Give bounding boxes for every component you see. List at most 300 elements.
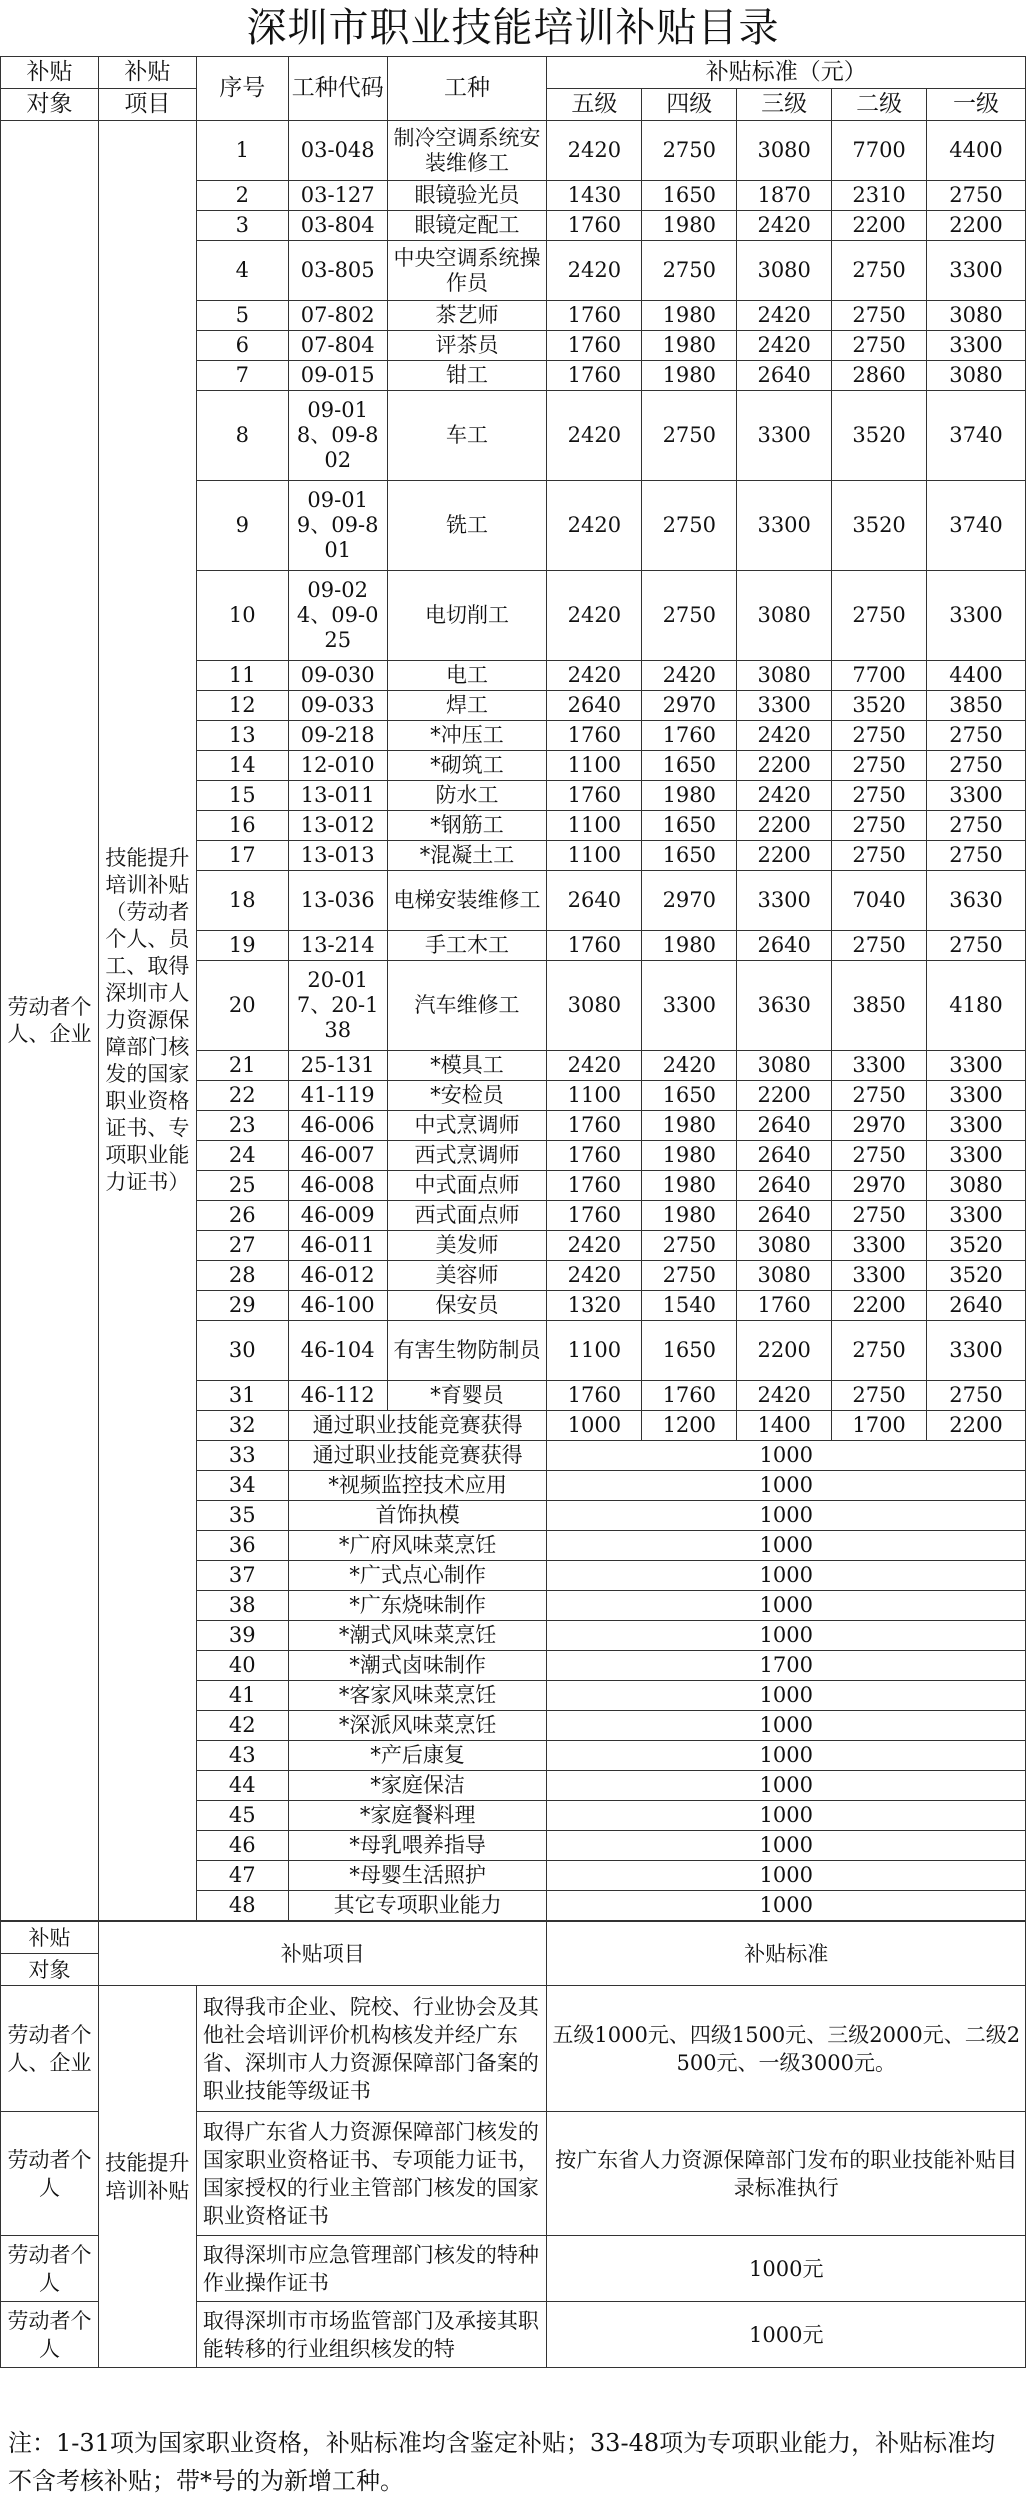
row-amount-l3: 1400 bbox=[737, 1411, 832, 1441]
row-amount-l4: 1980 bbox=[642, 1201, 737, 1231]
sec-item-cell: 取得广东省人力资源保障部门核发的国家职业资格证书、专项能力证书，国家授权的行业主管部门核发的国家职业资格证书 bbox=[196, 2112, 547, 2236]
row-amount-l2: 2200 bbox=[832, 211, 927, 241]
row-amount-l2: 7700 bbox=[832, 661, 927, 691]
row-amount: 1000 bbox=[547, 1741, 1026, 1771]
row-job: *广东烧味制作 bbox=[288, 1591, 547, 1621]
footnote: 注：1-31项为国家职业资格，补贴标准均含鉴定补贴；33-48项为专项职业能力，补贴标准均不含考核补贴；带*号的为新增工种。 bbox=[8, 2429, 996, 2495]
row-amount-l1: 3300 bbox=[927, 331, 1026, 361]
row-amount-l3: 1870 bbox=[737, 181, 832, 211]
row-job: 钳工 bbox=[387, 361, 547, 391]
row-amount-l2: 2970 bbox=[832, 1171, 927, 1201]
row-amount-l4: 2420 bbox=[642, 1051, 737, 1081]
row-amount-l3: 1760 bbox=[737, 1291, 832, 1321]
row-amount-l5: 1760 bbox=[547, 331, 642, 361]
row-amount-l2: 2750 bbox=[832, 1081, 927, 1111]
row-code: 03-805 bbox=[288, 241, 387, 301]
row-amount-l1: 3850 bbox=[927, 691, 1026, 721]
header-level-3: 三级 bbox=[737, 89, 832, 121]
row-amount-l4: 1540 bbox=[642, 1291, 737, 1321]
row-amount-l4: 1980 bbox=[642, 781, 737, 811]
row-amount-l5: 1760 bbox=[547, 1171, 642, 1201]
row-amount-l1: 2750 bbox=[927, 841, 1026, 871]
row-amount: 1000 bbox=[547, 1681, 1026, 1711]
row-amount-l5: 1760 bbox=[547, 781, 642, 811]
row-amount-l1: 3300 bbox=[927, 1081, 1026, 1111]
row-job: 电工 bbox=[387, 661, 547, 691]
header-job: 工种 bbox=[387, 57, 547, 121]
row-amount-l5: 2420 bbox=[547, 1051, 642, 1081]
header-no: 序号 bbox=[196, 57, 288, 121]
row-code: 46-012 bbox=[288, 1261, 387, 1291]
row-amount-l2: 2750 bbox=[832, 781, 927, 811]
row-amount-l1: 2200 bbox=[927, 1411, 1026, 1441]
row-job: 中式烹调师 bbox=[387, 1111, 547, 1141]
row-code: 13-214 bbox=[288, 931, 387, 961]
row-amount-l1: 3630 bbox=[927, 871, 1026, 931]
row-job: 眼镜验光员 bbox=[387, 181, 547, 211]
row-code: 46-011 bbox=[288, 1231, 387, 1261]
row-amount-l5: 1320 bbox=[547, 1291, 642, 1321]
row-amount-l4: 3300 bbox=[642, 961, 737, 1051]
row-amount-l1: 4180 bbox=[927, 961, 1026, 1051]
row-job: *广式点心制作 bbox=[288, 1561, 547, 1591]
row-job: 防水工 bbox=[387, 781, 547, 811]
row-amount-l4: 2750 bbox=[642, 121, 737, 181]
row-amount-l2: 2750 bbox=[832, 241, 927, 301]
row-amount-l4: 2970 bbox=[642, 691, 737, 721]
row-no: 30 bbox=[196, 1321, 288, 1381]
row-code: 46-007 bbox=[288, 1141, 387, 1171]
row-no: 10 bbox=[196, 571, 288, 661]
row-amount-l1: 2750 bbox=[927, 1381, 1026, 1411]
row-amount-l4: 1980 bbox=[642, 211, 737, 241]
row-amount-l1: 3300 bbox=[927, 571, 1026, 661]
row-amount-l2: 2750 bbox=[832, 841, 927, 871]
row-amount-l3: 2200 bbox=[737, 811, 832, 841]
row-amount-l4: 2750 bbox=[642, 1231, 737, 1261]
row-amount-l3: 3080 bbox=[737, 1231, 832, 1261]
header-code: 工种代码 bbox=[288, 57, 387, 121]
row-amount-l3: 3080 bbox=[737, 1051, 832, 1081]
row-amount-l3: 2200 bbox=[737, 1321, 832, 1381]
row-amount-l4: 2750 bbox=[642, 391, 737, 481]
row-amount-l3: 3080 bbox=[737, 1261, 832, 1291]
row-code: 46-006 bbox=[288, 1111, 387, 1141]
row-no: 38 bbox=[196, 1591, 288, 1621]
row-amount-l2: 2750 bbox=[832, 571, 927, 661]
sec-standard-cell: 五级1000元、四级1500元、三级2000元、二级2500元、一级3000元。 bbox=[547, 1986, 1026, 2112]
row-amount-l4: 1650 bbox=[642, 181, 737, 211]
row-job: *潮式风味菜烹饪 bbox=[288, 1621, 547, 1651]
row-no: 3 bbox=[196, 211, 288, 241]
row-amount-l4: 1980 bbox=[642, 1141, 737, 1171]
row-job: 美发师 bbox=[387, 1231, 547, 1261]
row-amount-l2: 2750 bbox=[832, 1321, 927, 1381]
page-title: 深圳市职业技能培训补贴目录 bbox=[246, 5, 780, 51]
row-amount-l4: 1980 bbox=[642, 361, 737, 391]
row-code: 46-009 bbox=[288, 1201, 387, 1231]
row-amount-l1: 4400 bbox=[927, 121, 1026, 181]
row-code: 09-015 bbox=[288, 361, 387, 391]
row-code: 46-104 bbox=[288, 1321, 387, 1381]
row-amount-l2: 2750 bbox=[832, 751, 927, 781]
row-amount-l1: 3300 bbox=[927, 781, 1026, 811]
row-code: 20-017、20-138 bbox=[288, 961, 387, 1051]
sec-target-cell: 劳动者个人 bbox=[1, 2302, 99, 2368]
row-job: *母乳喂养指导 bbox=[288, 1831, 547, 1861]
row-no: 17 bbox=[196, 841, 288, 871]
row-job: 保安员 bbox=[387, 1291, 547, 1321]
row-amount-l3: 3080 bbox=[737, 241, 832, 301]
header-project-top: 补贴 bbox=[98, 57, 196, 89]
row-no: 21 bbox=[196, 1051, 288, 1081]
header-standard: 补贴标准（元） bbox=[547, 57, 1026, 89]
row-amount-l4: 2750 bbox=[642, 1261, 737, 1291]
row-amount-l5: 2420 bbox=[547, 571, 642, 661]
sec-header-target-top: 补贴 bbox=[1, 1922, 99, 1954]
row-amount-l1: 2750 bbox=[927, 181, 1026, 211]
row-job: *育婴员 bbox=[387, 1381, 547, 1411]
row-amount-l1: 3740 bbox=[927, 391, 1026, 481]
row-no: 12 bbox=[196, 691, 288, 721]
row-amount: 1000 bbox=[547, 1471, 1026, 1501]
row-amount-l5: 1760 bbox=[547, 1111, 642, 1141]
row-amount-l2: 2310 bbox=[832, 181, 927, 211]
row-job: *广府风味菜烹饪 bbox=[288, 1531, 547, 1561]
row-amount: 1700 bbox=[547, 1651, 1026, 1681]
row-amount-l1: 2750 bbox=[927, 811, 1026, 841]
row-amount-l2: 2750 bbox=[832, 721, 927, 751]
row-no: 45 bbox=[196, 1801, 288, 1831]
row-amount-l2: 7040 bbox=[832, 871, 927, 931]
row-job: *冲压工 bbox=[387, 721, 547, 751]
row-amount-l5: 2420 bbox=[547, 241, 642, 301]
row-amount-l1: 4400 bbox=[927, 661, 1026, 691]
row-amount-l1: 2640 bbox=[927, 1291, 1026, 1321]
subsidy-table bbox=[0, 56, 1026, 1921]
table-row bbox=[1, 121, 1026, 181]
row-amount-l5: 2420 bbox=[547, 481, 642, 571]
row-no: 35 bbox=[196, 1501, 288, 1531]
row-no: 14 bbox=[196, 751, 288, 781]
row-amount-l2: 2750 bbox=[832, 331, 927, 361]
sec-item-cell: 取得深圳市应急管理部门核发的特种作业操作证书 bbox=[196, 2236, 547, 2302]
row-job: *客家风味菜烹饪 bbox=[288, 1681, 547, 1711]
target-cell: 劳动者个人、企业 bbox=[1, 121, 99, 1921]
row-no: 34 bbox=[196, 1471, 288, 1501]
row-amount-l3: 3080 bbox=[737, 121, 832, 181]
row-job: *家庭餐料理 bbox=[288, 1801, 547, 1831]
row-amount-l3: 3300 bbox=[737, 481, 832, 571]
certificate-subsidy-table bbox=[0, 1921, 1026, 2368]
row-amount-l3: 2420 bbox=[737, 331, 832, 361]
row-no: 40 bbox=[196, 1651, 288, 1681]
row-amount-l2: 1700 bbox=[832, 1411, 927, 1441]
row-amount-l3: 2640 bbox=[737, 1111, 832, 1141]
row-job: 电梯安装维修工 bbox=[387, 871, 547, 931]
row-amount-l3: 2200 bbox=[737, 841, 832, 871]
row-amount-l2: 2750 bbox=[832, 1141, 927, 1171]
row-job: 其它专项职业能力 bbox=[288, 1891, 547, 1921]
row-amount-l5: 2420 bbox=[547, 1261, 642, 1291]
row-code: 07-804 bbox=[288, 331, 387, 361]
row-amount-l4: 1650 bbox=[642, 1321, 737, 1381]
row-no: 26 bbox=[196, 1201, 288, 1231]
row-no: 47 bbox=[196, 1861, 288, 1891]
row-amount-l3: 3300 bbox=[737, 871, 832, 931]
row-no: 2 bbox=[196, 181, 288, 211]
row-amount-l2: 3850 bbox=[832, 961, 927, 1051]
row-amount-l4: 1980 bbox=[642, 301, 737, 331]
row-amount-l2: 3300 bbox=[832, 1261, 927, 1291]
row-amount-l4: 1760 bbox=[642, 721, 737, 751]
row-amount-l4: 1650 bbox=[642, 811, 737, 841]
row-amount-l1: 3300 bbox=[927, 241, 1026, 301]
row-no: 44 bbox=[196, 1771, 288, 1801]
row-amount: 1000 bbox=[547, 1591, 1026, 1621]
row-amount-l1: 3300 bbox=[927, 1201, 1026, 1231]
row-code: 07-802 bbox=[288, 301, 387, 331]
row-code: 09-024、09-025 bbox=[288, 571, 387, 661]
header-target-bottom: 对象 bbox=[1, 89, 99, 121]
row-amount-l4: 1760 bbox=[642, 1381, 737, 1411]
row-no: 28 bbox=[196, 1261, 288, 1291]
row-amount-l2: 2200 bbox=[832, 1291, 927, 1321]
row-no: 18 bbox=[196, 871, 288, 931]
row-job: 评茶员 bbox=[387, 331, 547, 361]
header-level-2: 二级 bbox=[832, 89, 927, 121]
row-amount-l2: 2860 bbox=[832, 361, 927, 391]
row-amount: 1000 bbox=[547, 1891, 1026, 1921]
main-table-wrap bbox=[0, 56, 1026, 1921]
row-amount-l3: 2200 bbox=[737, 751, 832, 781]
row-amount-l5: 1100 bbox=[547, 1081, 642, 1111]
row-amount: 1000 bbox=[547, 1621, 1026, 1651]
row-amount-l5: 1100 bbox=[547, 1321, 642, 1381]
row-code: 03-048 bbox=[288, 121, 387, 181]
row-job: *混凝土工 bbox=[387, 841, 547, 871]
row-no: 16 bbox=[196, 811, 288, 841]
row-no: 36 bbox=[196, 1531, 288, 1561]
row-amount-l4: 2750 bbox=[642, 571, 737, 661]
row-amount: 1000 bbox=[547, 1441, 1026, 1471]
row-job: *家庭保洁 bbox=[288, 1771, 547, 1801]
row-no: 22 bbox=[196, 1081, 288, 1111]
row-job: 汽车维修工 bbox=[387, 961, 547, 1051]
row-amount-l2: 3520 bbox=[832, 691, 927, 721]
row-amount-l5: 2420 bbox=[547, 661, 642, 691]
sec-target-cell: 劳动者个人、企业 bbox=[1, 1986, 99, 2112]
row-no: 20 bbox=[196, 961, 288, 1051]
row-amount-l5: 1100 bbox=[547, 751, 642, 781]
row-no: 41 bbox=[196, 1681, 288, 1711]
row-amount-l1: 2750 bbox=[927, 721, 1026, 751]
row-amount-l5: 1100 bbox=[547, 841, 642, 871]
row-amount-l3: 3630 bbox=[737, 961, 832, 1051]
row-no: 48 bbox=[196, 1891, 288, 1921]
row-code: 12-010 bbox=[288, 751, 387, 781]
row-amount-l5: 2420 bbox=[547, 1231, 642, 1261]
row-no: 27 bbox=[196, 1231, 288, 1261]
row-amount-l5: 3080 bbox=[547, 961, 642, 1051]
project-cell: 技能提升培训补贴（劳动者个人、员工、取得深圳市人力资源保障部门核发的国家职业资格证书、专项职业能力证书） bbox=[98, 121, 196, 1921]
row-job: *钢筋工 bbox=[387, 811, 547, 841]
sec-target-cell: 劳动者个人 bbox=[1, 2112, 99, 2236]
row-amount-l5: 1760 bbox=[547, 1141, 642, 1171]
row-amount-l2: 3300 bbox=[832, 1051, 927, 1081]
row-job: 电切削工 bbox=[387, 571, 547, 661]
row-amount-l5: 1760 bbox=[547, 211, 642, 241]
row-no: 39 bbox=[196, 1621, 288, 1651]
row-amount-l2: 3300 bbox=[832, 1231, 927, 1261]
row-amount-l2: 2750 bbox=[832, 811, 927, 841]
row-no: 11 bbox=[196, 661, 288, 691]
row-amount-l1: 3300 bbox=[927, 1111, 1026, 1141]
row-no: 23 bbox=[196, 1111, 288, 1141]
row-amount-l5: 1430 bbox=[547, 181, 642, 211]
row-no: 46 bbox=[196, 1831, 288, 1861]
row-amount-l1: 3300 bbox=[927, 1141, 1026, 1171]
row-code: 46-112 bbox=[288, 1381, 387, 1411]
row-job: *模具工 bbox=[387, 1051, 547, 1081]
row-job: 车工 bbox=[387, 391, 547, 481]
row-amount-l3: 2640 bbox=[737, 1141, 832, 1171]
sec-target-cell: 劳动者个人 bbox=[1, 2236, 99, 2302]
row-job: *母婴生活照护 bbox=[288, 1861, 547, 1891]
row-amount-l5: 2640 bbox=[547, 871, 642, 931]
row-job: 美容师 bbox=[387, 1261, 547, 1291]
row-amount: 1000 bbox=[547, 1711, 1026, 1741]
row-job: 通过职业技能竞赛获得 bbox=[288, 1441, 547, 1471]
row-job: 焊工 bbox=[387, 691, 547, 721]
row-code: 46-100 bbox=[288, 1291, 387, 1321]
row-amount-l5: 1760 bbox=[547, 721, 642, 751]
row-job: 有害生物防制员 bbox=[387, 1321, 547, 1381]
header-project-bottom: 项目 bbox=[98, 89, 196, 121]
row-amount-l4: 1980 bbox=[642, 1171, 737, 1201]
second-table-wrap bbox=[0, 1921, 1026, 2368]
row-amount-l5: 1760 bbox=[547, 301, 642, 331]
row-amount-l2: 7700 bbox=[832, 121, 927, 181]
row-code: 03-127 bbox=[288, 181, 387, 211]
row-amount: 1000 bbox=[547, 1531, 1026, 1561]
row-amount-l4: 1200 bbox=[642, 1411, 737, 1441]
row-no: 8 bbox=[196, 391, 288, 481]
row-no: 31 bbox=[196, 1381, 288, 1411]
row-amount-l3: 2640 bbox=[737, 931, 832, 961]
sec-header-target-bottom: 对象 bbox=[1, 1954, 99, 1986]
row-job: *安检员 bbox=[387, 1081, 547, 1111]
row-amount-l1: 2750 bbox=[927, 931, 1026, 961]
row-job: 制冷空调系统安装维修工 bbox=[387, 121, 547, 181]
row-amount-l4: 1650 bbox=[642, 841, 737, 871]
row-amount-l4: 1980 bbox=[642, 1111, 737, 1141]
row-no: 6 bbox=[196, 331, 288, 361]
row-code: 25-131 bbox=[288, 1051, 387, 1081]
row-no: 7 bbox=[196, 361, 288, 391]
header-target-top: 补贴 bbox=[1, 57, 99, 89]
row-no: 4 bbox=[196, 241, 288, 301]
row-amount-l5: 1760 bbox=[547, 1201, 642, 1231]
row-no: 37 bbox=[196, 1561, 288, 1591]
row-amount-l3: 3300 bbox=[737, 691, 832, 721]
row-amount-l5: 2640 bbox=[547, 691, 642, 721]
row-amount-l5: 1100 bbox=[547, 811, 642, 841]
row-code: 13-011 bbox=[288, 781, 387, 811]
row-amount: 1000 bbox=[547, 1801, 1026, 1831]
row-no: 42 bbox=[196, 1711, 288, 1741]
row-no: 25 bbox=[196, 1171, 288, 1201]
row-job: *产后康复 bbox=[288, 1741, 547, 1771]
sec-project-cell: 技能提升培训补贴 bbox=[98, 1986, 196, 2368]
row-amount-l1: 3520 bbox=[927, 1261, 1026, 1291]
row-job: 中式面点师 bbox=[387, 1171, 547, 1201]
row-amount-l4: 1650 bbox=[642, 751, 737, 781]
row-no: 32 bbox=[196, 1411, 288, 1441]
row-code: 09-019、09-801 bbox=[288, 481, 387, 571]
sec-header-standard: 补贴标准 bbox=[547, 1922, 1026, 1986]
row-amount-l5: 1760 bbox=[547, 931, 642, 961]
row-job: 眼镜定配工 bbox=[387, 211, 547, 241]
row-amount-l2: 2970 bbox=[832, 1111, 927, 1141]
row-code: 13-013 bbox=[288, 841, 387, 871]
row-no: 1 bbox=[196, 121, 288, 181]
row-code: 46-008 bbox=[288, 1171, 387, 1201]
row-amount-l2: 3520 bbox=[832, 481, 927, 571]
row-no: 29 bbox=[196, 1291, 288, 1321]
row-amount-l1: 3080 bbox=[927, 361, 1026, 391]
row-amount-l3: 2640 bbox=[737, 1171, 832, 1201]
row-job: *视频监控技术应用 bbox=[288, 1471, 547, 1501]
row-job: 手工木工 bbox=[387, 931, 547, 961]
row-amount-l5: 1760 bbox=[547, 361, 642, 391]
sec-item-cell: 取得深圳市市场监管部门及承接其职能转移的行业组织核发的特 bbox=[196, 2302, 547, 2368]
row-amount: 1000 bbox=[547, 1831, 1026, 1861]
row-amount-l2: 2750 bbox=[832, 1201, 927, 1231]
row-amount: 1000 bbox=[547, 1771, 1026, 1801]
row-amount-l5: 1760 bbox=[547, 1381, 642, 1411]
row-amount-l3: 3080 bbox=[737, 661, 832, 691]
row-amount-l1: 3520 bbox=[927, 1231, 1026, 1261]
row-no: 5 bbox=[196, 301, 288, 331]
row-job: *深派风味菜烹饪 bbox=[288, 1711, 547, 1741]
header-level-4: 四级 bbox=[642, 89, 737, 121]
row-job: 西式烹调师 bbox=[387, 1141, 547, 1171]
row-amount-l1: 3080 bbox=[927, 1171, 1026, 1201]
row-no: 9 bbox=[196, 481, 288, 571]
row-code: 13-036 bbox=[288, 871, 387, 931]
row-amount-l3: 2640 bbox=[737, 1201, 832, 1231]
row-amount-l3: 2420 bbox=[737, 721, 832, 751]
row-amount-l3: 2420 bbox=[737, 211, 832, 241]
sec-standard-cell: 1000元 bbox=[547, 2302, 1026, 2368]
row-job: *砌筑工 bbox=[387, 751, 547, 781]
row-amount-l1: 3300 bbox=[927, 1051, 1026, 1081]
row-amount-l3: 2200 bbox=[737, 1081, 832, 1111]
row-amount-l3: 2420 bbox=[737, 781, 832, 811]
row-amount-l5: 2420 bbox=[547, 121, 642, 181]
row-amount: 1000 bbox=[547, 1861, 1026, 1891]
row-amount-l2: 2750 bbox=[832, 1381, 927, 1411]
row-amount-l4: 2750 bbox=[642, 481, 737, 571]
row-no: 24 bbox=[196, 1141, 288, 1171]
row-amount-l4: 2970 bbox=[642, 871, 737, 931]
row-amount-l2: 2750 bbox=[832, 931, 927, 961]
row-amount-l1: 2200 bbox=[927, 211, 1026, 241]
row-amount-l4: 2750 bbox=[642, 241, 737, 301]
row-amount-l4: 2420 bbox=[642, 661, 737, 691]
sec-header-project: 补贴项目 bbox=[98, 1922, 547, 1986]
